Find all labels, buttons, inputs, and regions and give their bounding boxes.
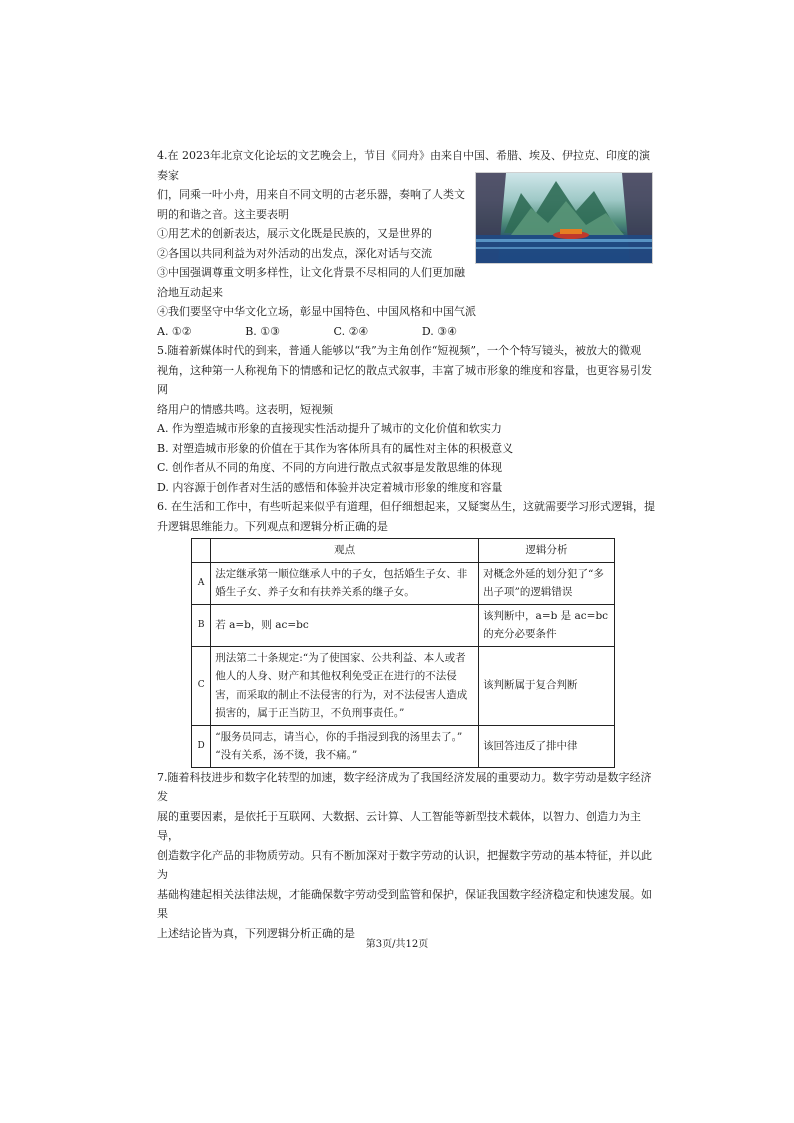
table-row bbox=[192, 725, 615, 767]
q7-stem-line-2: 展的重要因素，是依托于互联网、大数据、云计算、人工智能等新型技术载体，以智力、创造力为主导， bbox=[157, 809, 641, 842]
q5-option-d[interactable]: D. 内容源于创作者对生活的感悟和体验并决定着城市形象的维度和容量 bbox=[157, 480, 503, 494]
q4-stem-line-2: 们，同乘一叶小舟，用来自不同文明的古老乐器，奏响了人类文 bbox=[157, 188, 465, 201]
header-analysis: 逻辑分析 bbox=[479, 539, 615, 563]
row-view: 法定继承第一顺位继承人中的子女，包括婚生子女、非婚生子女、养子女和有扶养关系的继子女。 bbox=[211, 562, 479, 604]
table-row bbox=[192, 562, 615, 604]
q4-stem-line-3: 明的和谐之音。这主要表明 bbox=[157, 207, 289, 221]
table-header-row bbox=[192, 539, 615, 563]
q7-stem-line-5: 上述结论皆为真，下列逻辑分析正确的是 bbox=[157, 926, 355, 940]
q4-option-a[interactable]: A. ①② bbox=[157, 324, 192, 338]
q4-option-b[interactable]: B. ①③ bbox=[245, 324, 281, 338]
header-blank bbox=[192, 539, 211, 563]
row-analysis: 该回答违反了排中律 bbox=[479, 725, 615, 767]
q5-stem-line-1: 5.随着新媒体时代的到来，普通人能够以“我”为主角创作“短视频”，一个个特写镜头，被放大的微观 bbox=[157, 344, 641, 357]
q4-option-c[interactable]: C. ②④ bbox=[333, 324, 369, 338]
q4-text-block bbox=[157, 185, 467, 302]
q5-option-b[interactable]: B. 对塑造城市形象的价值在于其作为客体所具有的属性对主体的积极意义 bbox=[157, 441, 514, 455]
page-number: 第3页/共12页 bbox=[365, 939, 429, 950]
row-analysis: 该判断属于复合判断 bbox=[479, 646, 615, 725]
row-label: D bbox=[192, 725, 211, 767]
q6-stem-line-2: 升逻辑思维能力。下列观点和逻辑分析正确的是 bbox=[157, 519, 388, 533]
row-view: 刑法第二十条规定:“为了使国家、公共利益、本人或者他人的人身、财产和其他权利免受正在进行的不法侵害，而采取的制止不法侵害的行为，对不法侵害人造成损害的，属于正当防卫，不负刑事责任。” bbox=[211, 646, 479, 725]
table-row bbox=[192, 604, 615, 646]
row-label: A bbox=[192, 562, 211, 604]
q4-statement-2: ②各国以共同利益为对外活动的出发点，深化对话与交流 bbox=[157, 246, 432, 260]
logic-analysis-table bbox=[191, 538, 615, 768]
q7-stem-line-4: 基础构建起相关法律法规，才能确保数字劳动受到监管和保护，保证我国数字经济稳定和快速发展。如果 bbox=[157, 887, 652, 920]
q5-option-c[interactable]: C. 创作者从不同的角度、不同的方向进行散点式叙事是发散思维的体现 bbox=[157, 461, 503, 474]
q4-statement-4: ④我们要坚守中华文化立场，彰显中国特色、中国风格和中国气派 bbox=[157, 305, 476, 318]
q7-stem-line-1: 7.随着科技进步和数字化转型的加速，数字经济成为了我国经济发展的重要动力。数字劳动是数字经济发 bbox=[157, 770, 652, 803]
q5-stem-line-2: 视角，这种第一人称视角下的情感和记忆的散点式叙事，丰富了城市形象的维度和容量，也更容易引发网 bbox=[157, 363, 652, 396]
q4-statement-3a: ③中国强调尊重文明多样性，让文化背景不尽相同的人们更加融 bbox=[157, 266, 465, 279]
question-4 bbox=[157, 146, 657, 341]
question-7 bbox=[157, 768, 657, 944]
row-label: B bbox=[192, 604, 211, 646]
q4-statement-1: ①用艺术的创新表达，展示文化既是民族的，又是世界的 bbox=[157, 227, 432, 240]
page-content bbox=[157, 146, 657, 943]
q4-statement-3b: 洽地互动起来 bbox=[157, 285, 223, 299]
q5-option-a[interactable]: A. 作为塑造城市形象的直接现实性活动提升了城市的文化价值和软实力 bbox=[157, 422, 502, 435]
row-label: C bbox=[192, 646, 211, 725]
question-6 bbox=[157, 497, 657, 768]
row-view: “服务员同志，请当心，你的手指浸到我的汤里去了。” “没有关系，汤不烫，我不痛。” bbox=[211, 725, 479, 767]
table-row bbox=[192, 646, 615, 725]
q4-option-d[interactable]: D. ③④ bbox=[421, 324, 457, 338]
performance-photo bbox=[475, 172, 653, 264]
stage-illustration bbox=[476, 173, 652, 263]
q7-stem-line-3: 创造数字化产品的非物质劳动。只有不断加深对于数字劳动的认识，把握数字劳动的基本特征，并以此为 bbox=[157, 848, 652, 881]
q5-stem-line-3: 络用户的情感共鸣。这表明，短视频 bbox=[157, 402, 333, 416]
q6-stem-line-1: 6. 在生活和工作中，有些听起来似乎有道理，但仔细想起来，又疑窦丛生，这就需要学习形式逻辑，提 bbox=[157, 500, 655, 513]
row-analysis: 该判断中，a=b 是 ac=bc 的充分必要条件 bbox=[479, 604, 615, 646]
question-5 bbox=[157, 341, 657, 497]
row-analysis: 对概念外延的划分犯了“多出子项”的逻辑错误 bbox=[479, 562, 615, 604]
header-view: 观点 bbox=[211, 539, 479, 563]
q4-options bbox=[157, 322, 457, 342]
q4-stem-line-1: 4.在 2023年北京文化论坛的文艺晚会上，节目《同舟》由来自中国、希腊、埃及、伊拉克、印度的演奏家 bbox=[157, 149, 650, 182]
row-view: 若 a=b，则 ac=bc bbox=[211, 604, 479, 646]
